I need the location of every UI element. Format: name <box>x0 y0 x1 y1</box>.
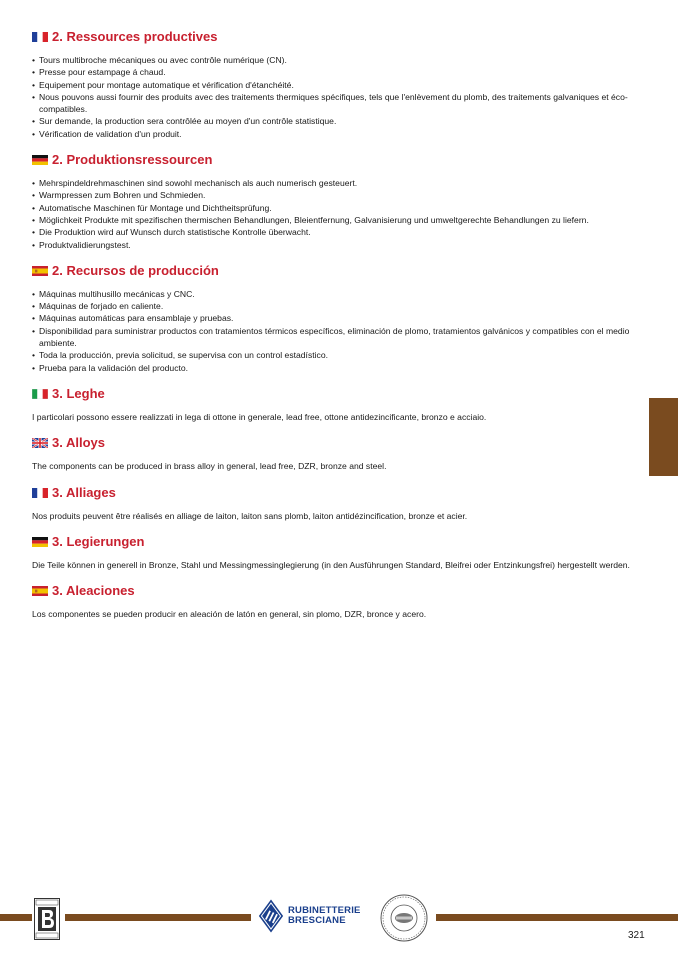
section-heading <box>32 28 644 46</box>
section-heading <box>32 262 644 280</box>
section-title: 2. Recursos de producción <box>52 262 219 278</box>
section-heading <box>32 533 644 551</box>
flag-spain-icon <box>32 586 48 596</box>
page-number: 321 <box>628 930 645 941</box>
rubinetterie-bresciane-logo <box>258 896 370 936</box>
document-body <box>32 28 644 620</box>
footer-rule <box>65 914 251 921</box>
section-fr-resources <box>32 28 644 151</box>
section-de-alloys <box>32 533 644 582</box>
list-item: • Warmpressen zum Bohren und Schmieden. <box>32 189 644 201</box>
section-paragraph: The components can be produced in brass alloy in general, lead free, DZR, bronze and steel. <box>32 461 387 472</box>
flag-uk-icon <box>32 438 48 448</box>
section-paragraph: Die Teile können in generell in Bronze, Stahl und Messingmessinglegierung (in den Ausführungen Standard, Bleifrei oder Entzinkungsfrei) hergestellt werden. <box>32 559 630 570</box>
section-title: 3. Aleaciones <box>52 583 135 599</box>
section-es-resources <box>32 262 644 385</box>
list-item: • Equipement pour montage automatique et vérification d'étanchéité. <box>32 79 644 91</box>
brand-line-1: RUBINETTERIE <box>288 905 361 916</box>
chapter-tab <box>649 398 678 476</box>
list-item: • Disponibilidad para suministrar productos con tratamientos térmicos específicos, eliminación de plomo, tratamientos galvánicos y compatibles con el medio ambiente. <box>32 325 644 350</box>
section-paragraph: Los componentes se pueden producir en aleación de latón en general, sin plomo, DZR, bronce y acero. <box>32 609 427 620</box>
list-item: • Nous pouvons aussi fournir des produits avec des traitements thermiques spécifiques, tels que l'enlèvement du plomb, des traitements galvaniques et éco-compatibles. <box>32 91 644 116</box>
section-title: 2. Produktionsressourcen <box>52 152 213 168</box>
list-item: • Produktvalidierungstest. <box>32 239 644 251</box>
list-item: • Presse pour estampage á chaud. <box>32 66 644 78</box>
bullet-list <box>32 177 644 251</box>
list-item: • Tours multibroche mécaniques ou avec contrôle numérique (CN). <box>32 54 644 66</box>
brand-line-2: BRESCIANE <box>288 915 346 926</box>
list-item: • Automatische Maschinen für Montage und Dichtheitsprüfung. <box>32 202 644 214</box>
section-heading <box>32 151 644 169</box>
bullet-list <box>32 288 644 374</box>
section-title: 2. Ressources productives <box>52 29 218 44</box>
list-item: • Toda la producción, previa solicitud, se supervisa con un control estadístico. <box>32 349 644 361</box>
section-it-alloys <box>32 385 644 434</box>
section-title: 3. Alloys <box>52 435 105 451</box>
section-heading <box>32 385 644 403</box>
flag-france-icon <box>32 488 48 498</box>
list-item: • Máquinas de forjado en caliente. <box>32 300 644 312</box>
section-heading <box>32 434 644 452</box>
footer-rule <box>436 914 678 921</box>
list-item: • Prueba para la validación del producto. <box>32 362 644 374</box>
section-title: 3. Legierungen <box>52 533 145 549</box>
section-fr-alloys <box>32 484 644 533</box>
section-title: 3. Leghe <box>52 385 105 401</box>
section-heading <box>32 582 644 600</box>
iso-certification-seal <box>380 894 428 942</box>
section-paragraph: Nos produits peuvent être réalisés en alliage de laiton, laiton sans plomb, laiton antidézincification, bronze et acier. <box>32 510 468 521</box>
list-item: • Máquinas automáticas para ensamblaje y pruebas. <box>32 312 644 324</box>
section-es-alloys <box>32 582 644 620</box>
flag-germany-icon <box>32 155 48 165</box>
bullet-list <box>32 54 644 140</box>
section-paragraph: I particolari possono essere realizzati in lega di ottone in generale, lead free, ottone antidezincificante, bronzo e acciaio. <box>32 411 487 422</box>
flag-spain-icon <box>32 266 48 276</box>
section-de-resources <box>32 151 644 262</box>
section-heading <box>32 484 644 502</box>
list-item: • Möglichkeit Produkte mit spezifischen thermischen Behandlungen, Bleientfernung, Galvanisierung und umweltgerechte Behandlungen zu liefern. <box>32 214 644 226</box>
list-item: • Vérification de validation d'un produit. <box>32 128 644 140</box>
flag-germany-icon <box>32 537 48 547</box>
footer-rule <box>0 914 32 921</box>
list-item: • Mehrspindeldrehmaschinen sind sowohl mechanisch als auch numerisch gesteuert. <box>32 177 644 189</box>
section-title: 3. Alliages <box>52 484 116 500</box>
list-item: • Máquinas multihusillo mecánicas y CNC. <box>32 288 644 300</box>
flag-france-icon <box>32 32 48 42</box>
list-item: • Die Produktion wird auf Wunsch durch statistische Kontrolle überwacht. <box>32 226 644 238</box>
brand-diamond-icon <box>258 898 284 934</box>
flag-italy-icon <box>32 389 48 399</box>
section-en-alloys <box>32 434 644 483</box>
bonomi-group-logo <box>34 898 60 940</box>
list-item: • Sur demande, la production sera contrôlée au moyen d'un contrôle statistique. <box>32 115 644 127</box>
